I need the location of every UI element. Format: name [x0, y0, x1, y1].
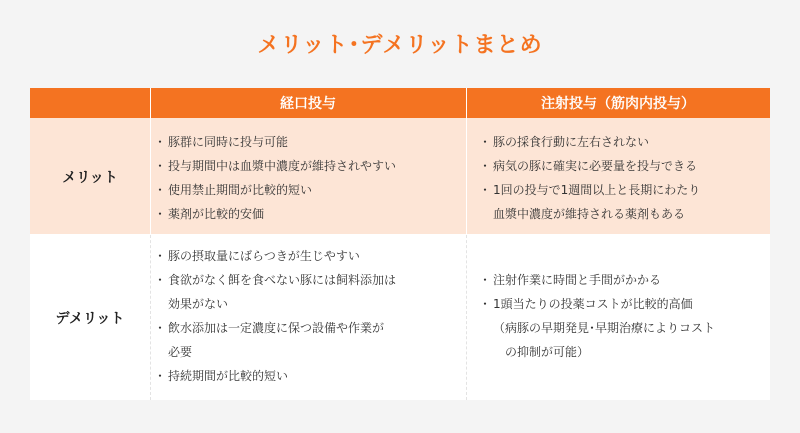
- list-item: ・ 使用禁止期間が比較的短い: [158, 178, 396, 202]
- merit-injection-list: [483, 130, 700, 226]
- list-item: ・ 持続期間が比較的短い: [158, 364, 396, 388]
- demerit-row-label: デメリット: [55, 310, 125, 327]
- demerit-injection-list: [483, 268, 715, 364]
- list-item-continuation: の抑制が可能）: [505, 345, 590, 359]
- list-item-continuation: 血漿中濃度が維持される薬剤もある: [493, 207, 686, 221]
- header-divider-2: [466, 88, 467, 235]
- demerit-divider-2: [466, 235, 467, 400]
- list-item: ・ 注射作業に時間と手間がかかる: [483, 268, 715, 292]
- merit-row-label: メリット: [62, 169, 118, 186]
- list-item-continuation: 効果がない: [168, 297, 229, 311]
- list-item: ・ 投与期間中は血漿中濃度が維持されやすい: [158, 154, 396, 178]
- demerit-divider-1: [150, 235, 151, 400]
- list-item: ・ 1頭当たりの投薬コストが比較的高価: [483, 292, 715, 316]
- list-item: ・ 豚群に同時に投与可能: [158, 130, 396, 154]
- list-item: ・ 食欲がなく餌を食べない豚には飼料添加は: [158, 268, 396, 292]
- header-injection: 注射投与（筋肉内投与）: [466, 88, 770, 118]
- list-item: ・ 1回の投与で1週間以上と長期にわたり: [483, 178, 700, 202]
- list-item: ・ 病気の豚に確実に必要量を投与できる: [483, 154, 700, 178]
- header-empty-cell: [30, 88, 150, 118]
- header-divider-1: [150, 88, 151, 235]
- list-item: ・ 薬剤が比較的安価: [158, 202, 396, 226]
- page-title: メリット･デメリットまとめ: [257, 33, 543, 58]
- list-item-continuation: 必要: [168, 345, 193, 359]
- list-item: ・ 豚の摂取量にばらつきが生じやすい: [158, 244, 396, 268]
- header-oral: 経口投与: [150, 88, 466, 118]
- merit-oral-list: [158, 130, 396, 226]
- comparison-table: [30, 88, 770, 400]
- list-item-continuation: （病豚の早期発見･早期治療によりコスト: [493, 321, 716, 335]
- row-divider: [30, 234, 770, 235]
- demerit-oral-list: [158, 244, 396, 388]
- list-item: ・ 豚の採食行動に左右されない: [483, 130, 700, 154]
- list-item: ・ 飲水添加は一定濃度に保つ設備や作業が: [158, 316, 396, 340]
